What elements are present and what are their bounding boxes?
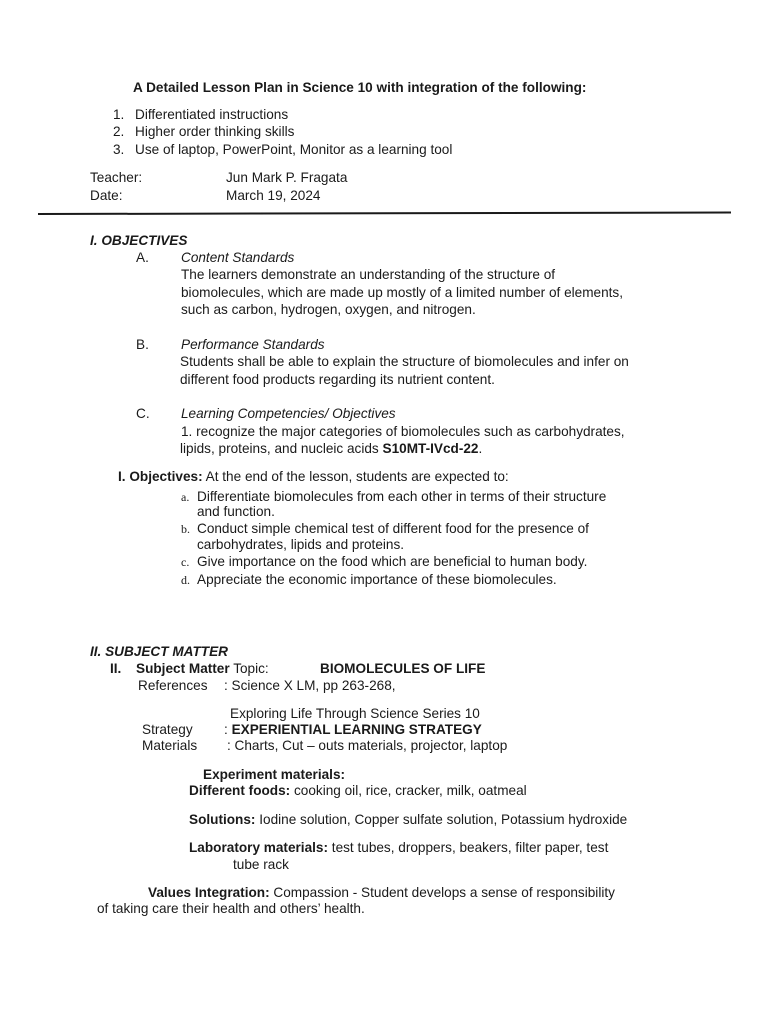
strategy-line [224,722,482,738]
solutions-line [189,812,627,828]
list-marker: b. [181,522,190,536]
solutions-value: Iodine solution, Copper sulfate solution, Potassium hydroxide [255,812,628,827]
performance-standards-text: different food products regarding its nutrient content. [180,372,495,387]
integration-item: Differentiated instructions [135,107,289,122]
objective-item: Give importance on the food which are beneficial to human body. [197,554,588,569]
values-integration-line [148,885,615,901]
objectives-intro [118,469,509,485]
date-label: Date: [90,188,123,203]
references-value: Exploring Life Through Science Series 10 [230,706,480,721]
integration-item: Higher order thinking skills [135,124,295,139]
competency-code: S10MT-IVcd-22 [382,441,479,456]
content-standards-text: such as carbon, hydrogen, oxygen, and nitrogen. [181,302,476,317]
experiment-materials-heading: Experiment materials: [203,767,346,782]
lab-materials-label: Laboratory materials: [189,840,329,855]
subject-matter-number: II. [110,661,122,676]
list-marker: c. [181,555,190,569]
objective-item: Conduct simple chemical test of different food for the presence of [197,521,589,536]
integration-item: Use of laptop, PowerPoint, Monitor as a learning tool [135,142,453,157]
performance-standards-text: Students shall be able to explain the structure of biomolecules and infer on [180,354,629,369]
strategy-label: Strategy [142,722,193,737]
values-integration-value: of taking care their health and others’ health. [97,901,365,916]
references-label: References [138,678,208,693]
materials-label: Materials [142,738,198,753]
solutions-label: Solutions: [189,812,256,827]
document-title: A Detailed Lesson Plan in Science 10 with integration of the following: [133,80,587,95]
lab-materials-value: test tubes, droppers, beakers, filter paper, test [328,840,609,855]
content-standards-text: biomolecules, which are made up mostly of a limited number of elements, [181,285,624,300]
objective-item: and function. [197,504,275,519]
competency-text: lipids, proteins, and nucleic acids [180,441,383,456]
learning-competencies-text: 1. recognize the major categories of biomolecules such as carbohydrates, [181,424,625,439]
integration-number: 3. [113,142,125,157]
learning-competencies-text [180,441,482,457]
different-foods-value: cooking oil, rice, cracker, milk, oatmeal [290,783,527,798]
values-integration-label: Values Integration: [148,885,270,900]
strategy-value: EXPERIENTIAL LEARNING STRATEGY [231,722,482,737]
lab-materials-line [189,840,608,856]
objectives-intro-label: I. Objectives: [118,469,203,484]
learning-competencies-title: Learning Competencies/ Objectives [181,406,396,421]
list-marker: a. [181,490,190,504]
subject-matter-heading: II. SUBJECT MATTER [90,644,228,659]
different-foods-line [189,783,527,799]
header-divider [38,212,731,215]
content-standards-text: The learners demonstrate an understanding of the structure of [181,267,556,282]
performance-standards-title: Performance Standards [181,337,325,352]
teacher-label: Teacher: [90,170,143,185]
list-marker: d. [181,573,190,587]
integration-number: 1. [113,107,125,122]
objective-item: Appreciate the economic importance of these biomolecules. [197,572,557,587]
competency-period: . [478,441,483,456]
objective-item: Differentiate biomolecules from each other in terms of their structure [197,489,607,504]
materials-value: : Charts, Cut – outs materials, projector, laptop [227,738,508,753]
teacher-value: Jun Mark P. Fragata [226,170,348,185]
values-integration-value: Compassion - Student develops a sense of responsibility [269,885,615,900]
objectives-heading: I. OBJECTIVES [90,233,188,248]
subject-matter-topic-line [136,661,269,677]
integration-number: 2. [113,124,125,139]
topic-label: Topic: [229,661,269,676]
objectives-intro-text: At the end of the lesson, students are expected to: [202,469,509,484]
lab-materials-value: tube rack [233,857,289,872]
topic-value: BIOMOLECULES OF LIFE [320,661,486,676]
section-letter: B. [136,337,149,352]
references-value: : Science X LM, pp 263-268, [224,678,396,693]
section-letter: C. [136,406,150,421]
date-value: March 19, 2024 [226,188,321,203]
different-foods-label: Different foods: [189,783,291,798]
subject-matter-label: Subject Matter [136,661,230,676]
strategy-colon: : [224,722,232,737]
content-standards-title: Content Standards [181,250,295,265]
section-letter: A. [136,250,149,265]
objective-item: carbohydrates, lipids and proteins. [197,537,405,552]
